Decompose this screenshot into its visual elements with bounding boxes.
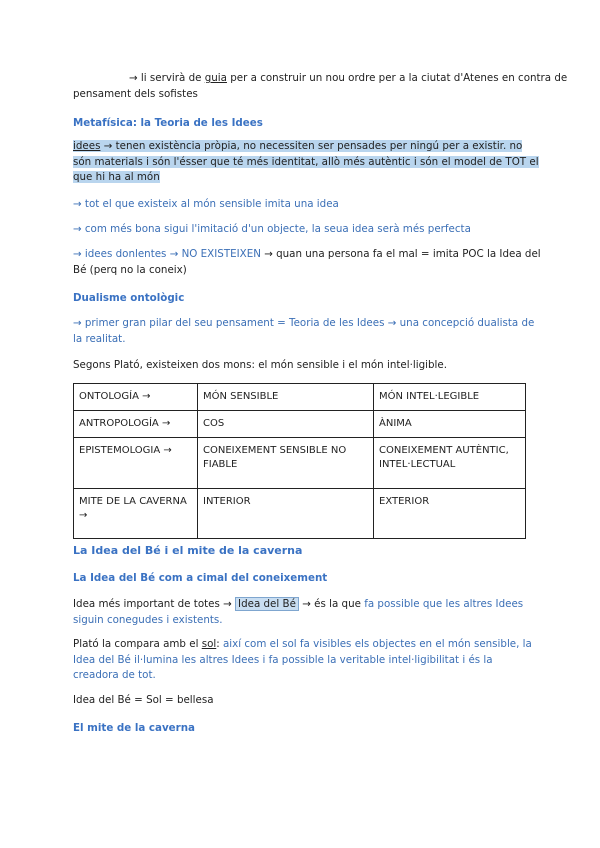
dualisme-paragraph: → primer gran pilar del seu pensament = Teoria de les Idees → una concepció dualista de la realitat. xyxy=(73,317,535,345)
table-row: ONTOLOGÍA → MÓN SENSIBLE MÓN INTEL·LEGIBLE xyxy=(74,384,526,411)
table-row: EPISTEMOLOGIA → CONEIXEMENT SENSIBLE NO FIABLE CONEIXEMENT AUTÈNTIC, INTEL·LECTUAL xyxy=(74,438,526,489)
point-idees-dolentes: → idees donlentes → NO EXISTEIXEN → quan una persona fa el mal = imita POC la Idea del Bé (perq no la coneix) xyxy=(73,248,541,276)
table-row: MITE DE LA CAVERNA → INTERIOR EXTERIOR xyxy=(74,489,526,539)
point-imita: → tot el que existeix al món sensible imita una idea xyxy=(73,198,339,210)
heading-dualisme: Dualisme ontològic xyxy=(73,292,185,304)
point-imitacio: → com més bona sigui l'imitació d'un objecte, la seua idea serà més perfecta xyxy=(73,223,471,235)
sol-word: sol xyxy=(201,638,217,650)
guia-word: guia xyxy=(204,72,227,84)
intro-paragraph xyxy=(73,71,600,102)
sol-paragraph: Plató la compara amb el sol: així com el sol fa visibles els objectes en el món sensible, la Idea del Bé il·lumina les altres Idees i fa possible la veritable intel·ligibilitat i és la creadora de tot. xyxy=(73,638,532,681)
idees-line-3: que hi ha al món xyxy=(73,171,160,183)
idea-be-paragraph: Idea més important de totes → Idea del Bé → és la que fa possible que les altres Idees siguin conegudes i existents. xyxy=(73,598,524,626)
intro-line-2: pensament dels sofistes xyxy=(73,87,198,100)
subheading-cimal: La Idea del Bé com a cimal del coneixement xyxy=(73,572,328,584)
idees-line-1: idees → tenen existència pròpia, no necessiten ser pensades per ningú per a existir. no xyxy=(73,140,523,152)
idea-sol-bellesa: Idea del Bé = Sol = bellesa xyxy=(73,694,214,706)
heading-metafisica: Metafísica: la Teoria de les Idees xyxy=(73,117,263,129)
idees-line-2: són materials i són l'ésser que té més identitat, allò més autèntic i són el model de TOT el xyxy=(73,155,539,168)
idea-del-be-highlight: Idea del Bé xyxy=(235,597,299,611)
intro-line-1: → li servirà de guia per a construir un nou ordre per a la ciutat d'Atenes en contra de xyxy=(129,72,568,84)
dualism-table xyxy=(73,383,526,539)
heading-idea-be: La Idea del Bé i el mite de la caverna xyxy=(73,544,303,557)
subheading-mite: El mite de la caverna xyxy=(73,722,196,734)
idees-word: idees xyxy=(73,140,101,152)
segons-plato: Segons Plató, existeixen dos mons: el món sensible i el món intel·ligible. xyxy=(73,359,447,371)
idees-paragraph xyxy=(73,139,568,186)
table-row: ANTROPOLOGÍA → COS ÀNIMA xyxy=(74,411,526,438)
